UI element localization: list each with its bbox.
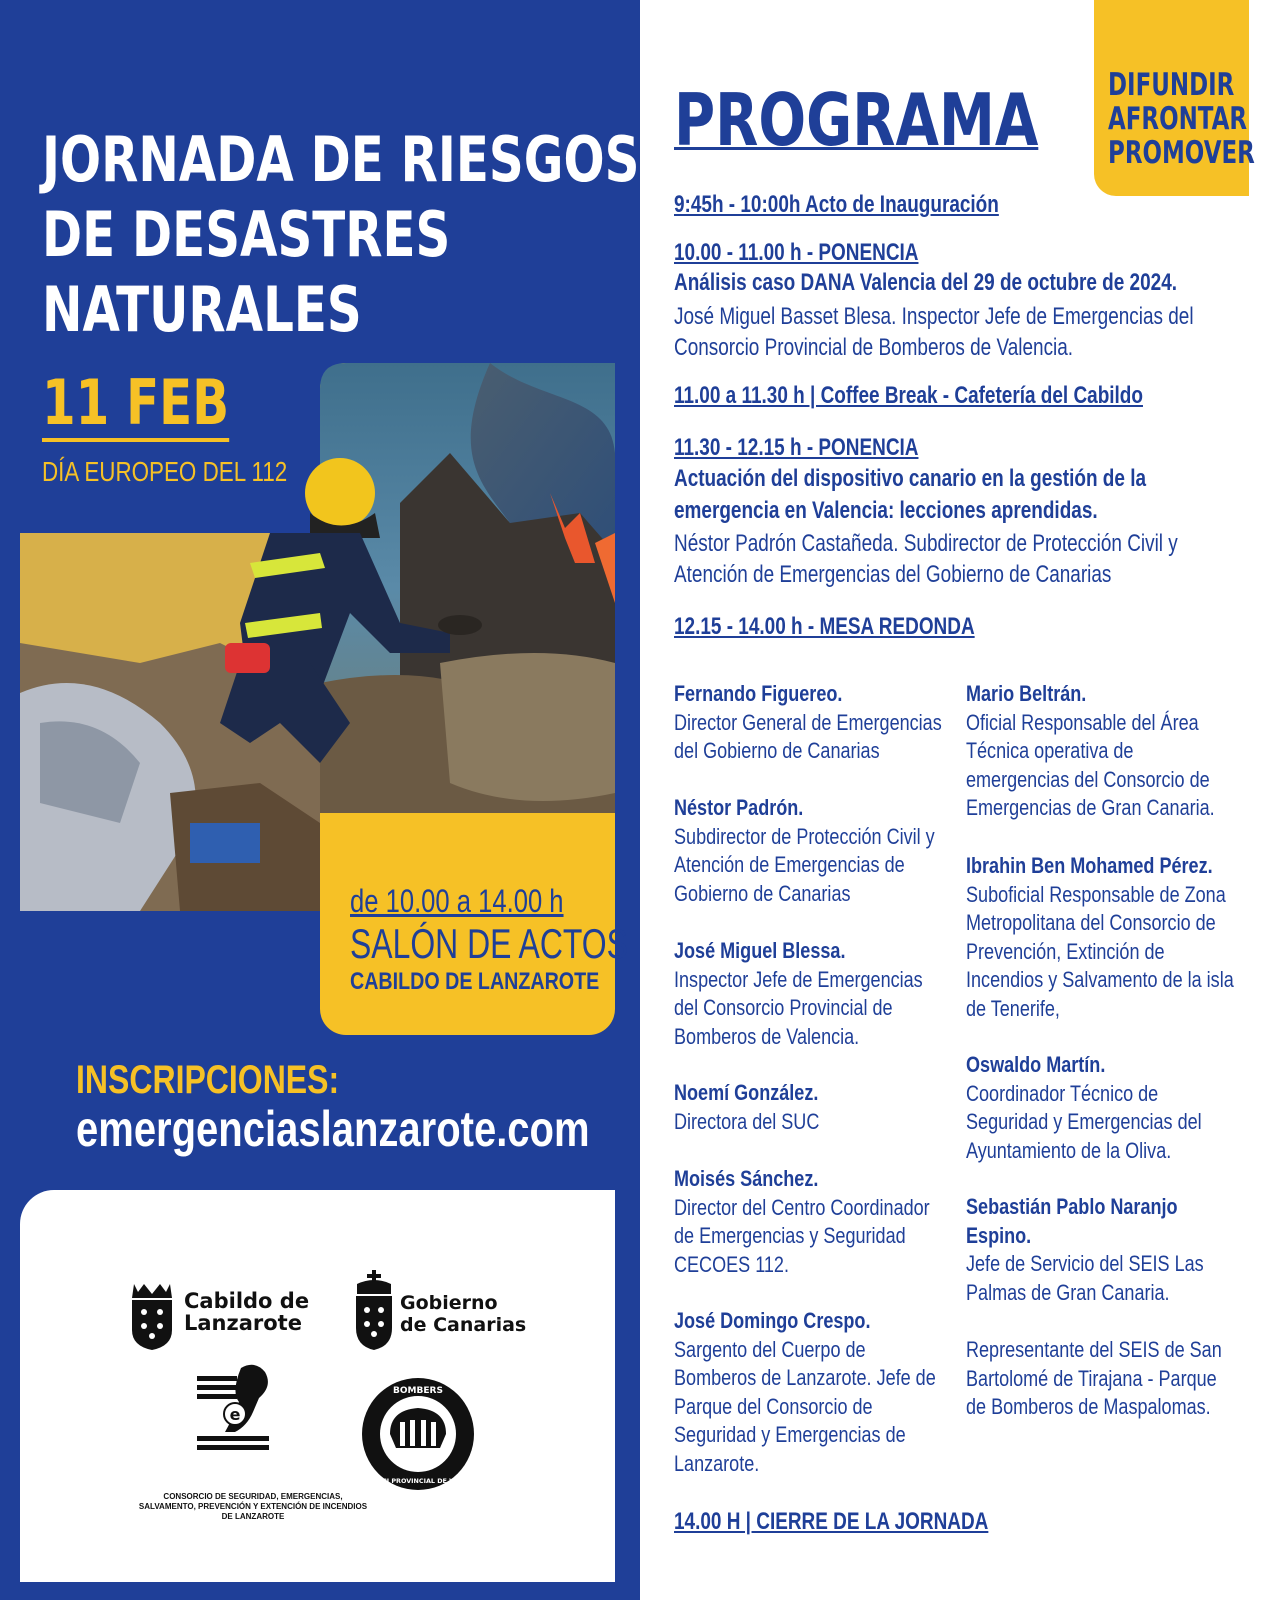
venue-time: de 10.00 a 14.00 h [350,883,564,919]
gobierno-logo-text: Gobierno de Canarias [400,1292,527,1336]
venue-box [350,882,716,996]
venue-hall: SALÓN DE ACTOS [350,920,628,967]
session-ponencia-1-topic: Análisis caso DANA Valencia del 29 de octubre de 2024. [674,269,1178,296]
consorcio-logo-icon [195,1362,275,1454]
logos-panel [20,1190,615,1582]
event-subtitle: DÍA EUROPEO DEL 112 [42,456,288,487]
panelist: Oswaldo Martín. Coordinador Técnico de Seguridad y Emergencias del Ayuntamiento de la Oliva. [966,1052,1202,1163]
session-mesa-redonda: 12.15 - 14.00 h - MESA REDONDA [674,613,975,640]
bombers-ring-text: CONSORCI PROVINCIAL DE VALENCIA [351,1477,485,1485]
session-ponencia-1-speaker: José Miguel Basset Blesa. Inspector Jefe de Emergencias del [674,303,1194,330]
session-ponencia-2-speaker: Néstor Padrón Castañeda. Subdirector de Protección Civil y [674,530,1178,557]
session-inauguracion: 9:45h - 10:00h Acto de Inauguración [674,191,999,218]
panelist: Ibrahin Ben Mohamed Pérez. Suboficial Responsable de Zona Metropolitana del Consorcio de Prevención, Extinción de Incendios y Salvamento de la isla de Tenerife, [966,853,1234,1021]
session-coffee-break: 11.00 a 11.30 h | Coffee Break - Cafetería del Cabildo [674,382,1143,409]
motto-badge: DIFUNDIR AFRONTAR PROMOVER [1094,0,1249,196]
session-ponencia-2-head: 11.30 - 12.15 h - PONENCIA [674,434,919,461]
panelist: Sebastián Pablo Naranjo Espino. Jefe de Servicio del SEIS Las Palmas de Gran Canaria. [966,1194,1204,1305]
consorcio-caption: CONSORCIO DE SEGURIDAD, EMERGENCIAS, SALVAMENTO, PREVENCIÓN Y EXTENCIÓN DE INCENDIOS DE LANZAROTE [138,1492,368,1521]
event-date: 11 FEB [42,368,229,442]
session-ponencia-2-speaker: Atención de Emergencias del Gobierno de Canarias [674,561,1112,588]
panelist: Representante del SEIS de San Bartolomé de Tirajana - Parque de Bomberos de Maspalomas. [966,1337,1222,1419]
panelist: José Domingo Crespo. Sargento del Cuerpo de Bomberos de Lanzarote. Jefe de Parque del Consorcio de Seguridad y Emergencias de Lanzarote. [674,1308,936,1476]
panelist: José Miguel Blessa. Inspector Jefe de Emergencias del Consorcio Provincial de Bomberos de Valencia. [674,938,923,1049]
cabildo-shield-icon [128,1280,176,1352]
bombers-top-text: BOMBERS [393,1386,443,1396]
session-ponencia-2-topic: emergencia en Valencia: lecciones aprendidas. [674,497,1098,524]
registration-label: INSCRIPCIONES: [76,1058,340,1102]
registration-url[interactable]: emergenciaslanzarote.com [76,1101,590,1157]
bombers-logo-icon [351,1376,485,1492]
panelist: Moisés Sánchez. Director del Centro Coordinador de Emergencias y Seguridad CECOES 112. [674,1166,930,1277]
session-cierre: 14.00 H | CIERRE DE LA JORNADA [674,1508,989,1535]
panelist: Néstor Padrón. Subdirector de Protección Civil y Atención de Emergencias de Gobierno de Canarias [674,795,935,906]
panelist: Noemí González. Directora del SUC [674,1080,820,1134]
session-ponencia-2-topic: Actuación del dispositivo canario en la gestión de la [674,465,1147,492]
programa-title: PROGRAMA [674,78,1039,162]
venue-place: CABILDO DE LANZAROTE [350,968,600,995]
session-ponencia-1-speaker: Consorcio Provincial de Bomberos de Valencia. [674,334,1074,361]
svg-text:e: e [229,1405,241,1424]
gobierno-shield-icon [353,1270,395,1352]
session-ponencia-1-head: 10.00 - 11.00 h - PONENCIA [674,239,919,266]
panelist: Mario Beltrán. Oficial Responsable del Área Técnica operativa de emergencias del Consorcio de Emergencias de Gran Canaria. [966,681,1215,820]
event-title: JORNADA DE RIESGOS DE DESASTRES NATURALES [42,123,640,346]
panelist: Fernando Figuereo. Director General de Emergencias del Gobierno de Canarias [674,681,942,763]
cabildo-logo-text: Cabildo de Lanzarote [184,1289,310,1335]
